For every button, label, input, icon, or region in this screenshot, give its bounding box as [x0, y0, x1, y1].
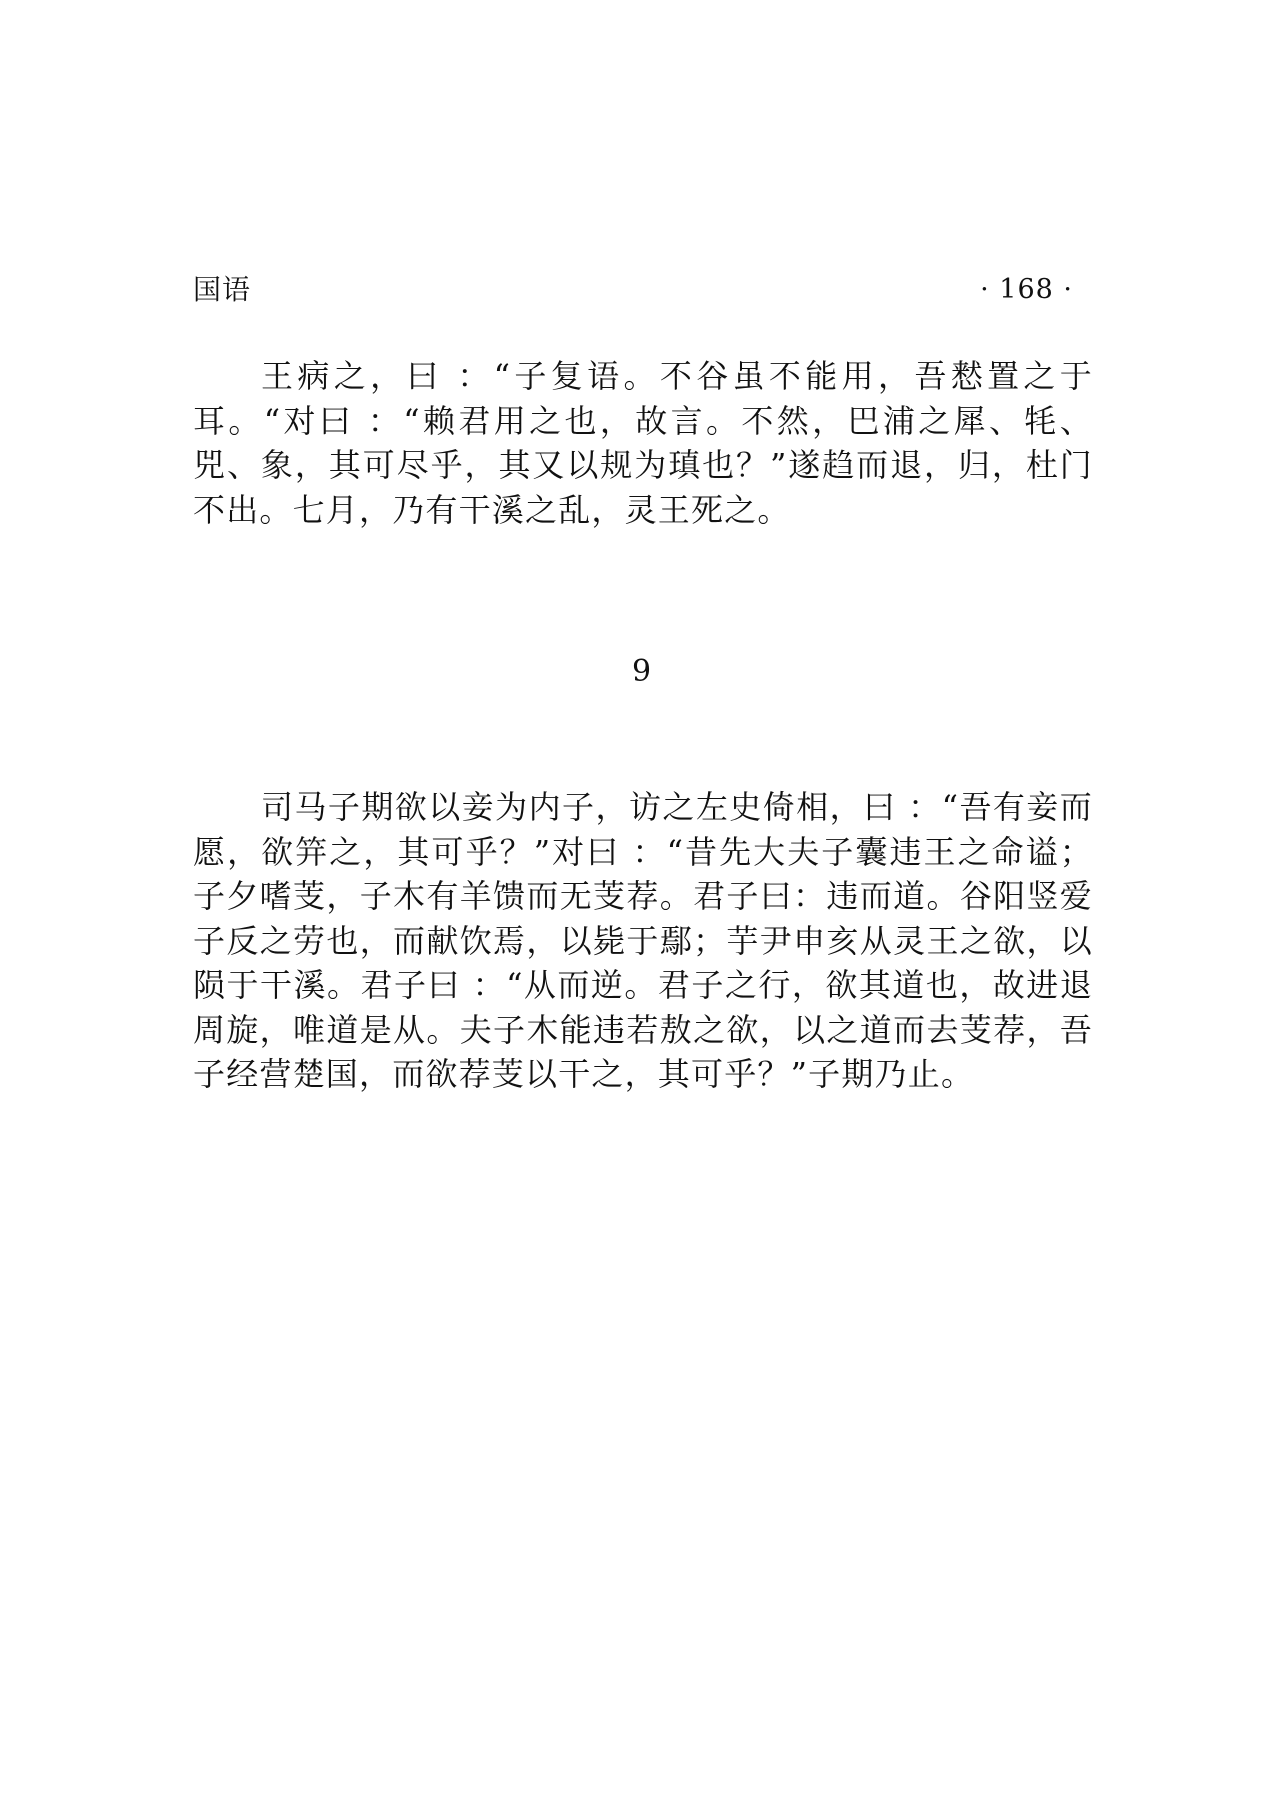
paragraph-1: 王病之，曰 ：“子复语。不谷虽不能用，吾慭置之于耳。“对曰 ：“赖君用之也，故言。不然，巴浦之犀、牦、兕、象，其可尽乎，其又以规为瑱也？”遂趋而退，归，杜门不出。七月，乃有干溪之乱，灵王死之。: [193, 357, 1093, 529]
paragraph-2: 司马子期欲以妾为内子，访之左史倚相，曰 ：“吾有妾而愿，欲笄之，其可乎？”对曰 ：“昔先大夫子囊违王之命谥；子夕嗜芰，子木有羊馈而无芰荐。君子曰：违而道。谷阳竖爱子反之劳也，而献饮焉，以毙于鄢；芋尹申亥从灵王之欲，以陨于干溪。君子曰 ：“从而逆。君子之行，欲其道也，故进退周旋，唯道是从。夫子木能违若敖之欲，以之道而去芰荐，吾子经营楚国，而欲荐芰以干之，其可乎？”子期乃止。: [193, 788, 1093, 1093]
page-header: [0, 270, 1283, 310]
book-title: 国语: [193, 273, 252, 306]
section-number: 9: [631, 654, 652, 689]
page-number: · 168 ·: [980, 274, 1073, 305]
